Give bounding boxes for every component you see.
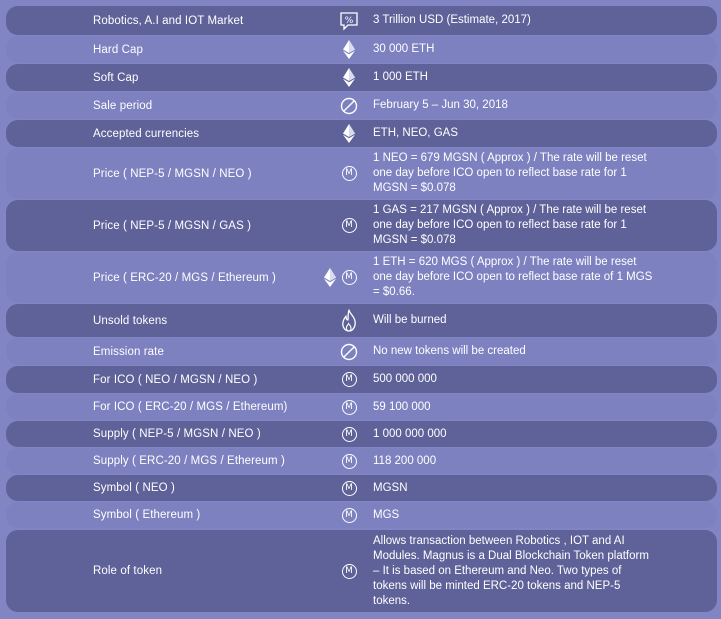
fire-icon bbox=[340, 309, 358, 333]
row-value: 3 Trillion USD (Estimate, 2017) bbox=[373, 14, 531, 26]
row-value: 59 100 000 bbox=[373, 400, 431, 413]
row-label: Symbol ( NEO ) bbox=[93, 482, 175, 494]
row-value: 1 000 ETH bbox=[373, 71, 428, 83]
magnus-coin-icon: M bbox=[342, 400, 357, 415]
magnus-coin-icon: M bbox=[342, 427, 357, 442]
magnus-coin-icon: M bbox=[342, 372, 357, 387]
row-label: Emission rate bbox=[93, 345, 164, 358]
table-row-supply-nep5 bbox=[6, 421, 717, 447]
ethereum-icon bbox=[343, 40, 355, 59]
table-row-price-gas bbox=[6, 200, 717, 251]
row-label: Supply ( NEP-5 / MGSN / NEO ) bbox=[93, 428, 261, 440]
row-label: For ICO ( NEO / MGSN / NEO ) bbox=[93, 373, 258, 386]
ethereum-icon bbox=[343, 68, 355, 87]
table-row-hard-cap bbox=[6, 36, 717, 63]
table-row-sale-period bbox=[6, 92, 717, 119]
row-label: Sale period bbox=[93, 99, 153, 112]
row-value: Will be burned bbox=[373, 314, 447, 326]
row-label: Unsold tokens bbox=[93, 314, 168, 327]
table-row-accepted-currencies bbox=[6, 120, 717, 147]
table-row-unsold-tokens bbox=[6, 304, 717, 337]
table-row-soft-cap bbox=[6, 64, 717, 91]
row-value: 1 000 000 000 bbox=[373, 427, 447, 440]
row-label: Accepted currencies bbox=[93, 127, 200, 140]
ethereum-icon bbox=[343, 124, 355, 143]
slash-circle-icon bbox=[340, 343, 358, 361]
magnus-coin-icon: M bbox=[342, 454, 357, 469]
table-row-for-ico-neo bbox=[6, 366, 717, 393]
table-row-supply-erc20 bbox=[6, 448, 717, 474]
row-value: 118 200 000 bbox=[373, 454, 437, 467]
row-label: Symbol ( Ethereum ) bbox=[93, 509, 201, 521]
row-value: MGSN bbox=[373, 481, 408, 494]
slash-circle-icon bbox=[340, 97, 358, 115]
table-row-market bbox=[6, 6, 717, 35]
table-row-symbol-ethereum bbox=[6, 502, 717, 528]
row-value: 1 GAS = 217 MGSN ( Approx ) / The rate will be reset one day before ICO open to reflect base rate for 1 MGSN = $0.078 bbox=[373, 204, 647, 246]
row-value: Allows transaction between Robotics , IOT and AI Modules. Magnus is a Dual Blockchain Token platform – It is based on Ethereum and Neo. Two types of tokens will be minted ERC-20 tokens and NEP-5 tokens. bbox=[373, 534, 649, 607]
row-value: No new tokens will be created bbox=[373, 345, 526, 357]
row-label: Robotics, A.I and IOT Market bbox=[93, 14, 244, 27]
row-label: Soft Cap bbox=[93, 71, 139, 84]
row-label: Hard Cap bbox=[93, 43, 144, 56]
row-label: Role of token bbox=[93, 565, 163, 577]
row-value: February 5 – Jun 30, 2018 bbox=[373, 99, 508, 111]
ethereum-icon bbox=[324, 268, 336, 287]
row-value: 1 ETH = 620 MGS ( Approx ) / The rate will be reset one day before ICO open to reflect base rate of 1 MGS = $0.66. bbox=[373, 256, 653, 298]
magnus-coin-icon: M bbox=[342, 508, 357, 523]
table-row-role-of-token bbox=[6, 530, 717, 612]
magnus-coin-icon: M bbox=[342, 481, 357, 496]
row-value: 500 000 000 bbox=[373, 373, 437, 385]
magnus-coin-icon: M bbox=[342, 166, 357, 181]
row-value: 1 NEO = 679 MGSN ( Approx ) / The rate will be reset one day before ICO open to reflect base rate for 1 MGSN = $0.078 bbox=[373, 152, 647, 194]
row-label: For ICO ( ERC-20 / MGS / Ethereum) bbox=[93, 401, 288, 413]
row-label: Price ( NEP-5 / MGSN / GAS ) bbox=[93, 219, 252, 232]
row-label: Price ( ERC-20 / MGS / Ethereum ) bbox=[93, 271, 276, 284]
table-row-price-neo bbox=[6, 148, 717, 199]
svg-text:%: % bbox=[344, 15, 354, 26]
row-value: ETH, NEO, GAS bbox=[373, 127, 458, 139]
row-label: Supply ( ERC-20 / MGS / Ethereum ) bbox=[93, 455, 285, 467]
magnus-coin-icon: M bbox=[342, 218, 357, 233]
magnus-coin-icon: M bbox=[342, 564, 357, 579]
row-label: Price ( NEP-5 / MGSN / NEO ) bbox=[93, 167, 252, 180]
magnus-coin-icon: M bbox=[342, 270, 357, 285]
row-value: MGS bbox=[373, 508, 400, 521]
table-row-for-ico-erc20 bbox=[6, 394, 717, 420]
percent-chat-icon bbox=[339, 11, 359, 31]
table-row-symbol-neo bbox=[6, 475, 717, 501]
table-row-price-erc20 bbox=[6, 252, 717, 303]
row-value: 30 000 ETH bbox=[373, 43, 435, 55]
table-row-emission-rate bbox=[6, 338, 717, 365]
